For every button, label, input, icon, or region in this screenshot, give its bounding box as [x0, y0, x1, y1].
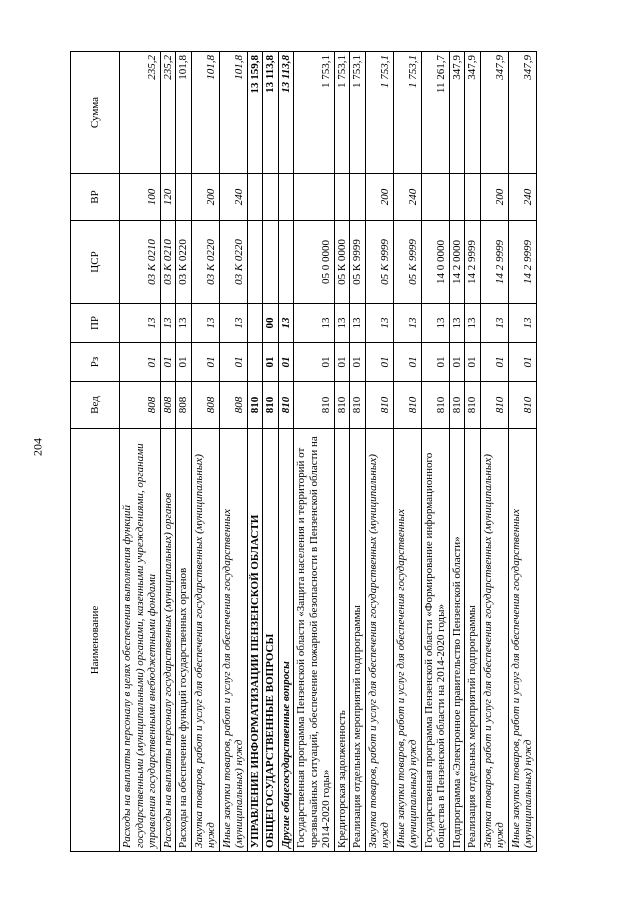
table-row	[160, 52, 176, 852]
cell-sum: 13 113,8	[263, 52, 279, 174]
header-csr: ЦСР	[71, 221, 120, 304]
table-row	[393, 52, 421, 852]
cell-ved: 810	[465, 382, 481, 429]
cell-sum: 1 753,1	[334, 52, 350, 174]
cell-pr: 13	[350, 304, 366, 343]
cell-csr	[247, 221, 263, 304]
cell-rz: 01	[294, 343, 335, 382]
cell-csr: 05 К 9999	[393, 221, 421, 304]
cell-csr: 05 К 9999	[350, 221, 366, 304]
cell-vr	[247, 174, 263, 221]
cell-rz: 01	[278, 343, 294, 382]
cell-vr	[294, 174, 335, 221]
cell-csr: 14 2 0000	[449, 221, 465, 304]
cell-pr	[247, 304, 263, 343]
cell-csr: 14 2 9999	[465, 221, 481, 304]
cell-ved: 810	[278, 382, 294, 429]
cell-ved: 810	[480, 382, 508, 429]
cell-sum: 1 753,1	[393, 52, 421, 174]
cell-rz: 01	[160, 343, 176, 382]
cell-name: Закупка товаров, работ и услуг для обеспечения государственных (муниципальных) нужд	[191, 429, 219, 852]
cell-sum: 347,9	[465, 52, 481, 174]
cell-rz: 01	[263, 343, 279, 382]
cell-pr: 13	[191, 304, 219, 343]
cell-rz: 01	[176, 343, 192, 382]
cell-name: Подпрограмма «Электронное правительство Пензенской области»	[449, 429, 465, 852]
cell-name: ОБЩЕГОСУДАРСТВЕННЫЕ ВОПРОСЫ	[263, 429, 279, 852]
cell-rz: 01	[449, 343, 465, 382]
cell-sum: 347,9	[508, 52, 536, 174]
cell-vr: 200	[191, 174, 219, 221]
page-number: 204	[30, 438, 45, 456]
table-row	[278, 52, 294, 852]
table-row	[247, 52, 263, 852]
cell-vr: 120	[160, 174, 176, 221]
table-header-row	[71, 52, 120, 852]
document-page	[70, 52, 536, 852]
cell-pr: 13	[365, 304, 393, 343]
cell-rz: 01	[465, 343, 481, 382]
cell-sum: 11 261,7	[421, 52, 449, 174]
cell-rz: 01	[393, 343, 421, 382]
cell-sum: 101,8	[176, 52, 192, 174]
cell-sum: 13 113,8	[278, 52, 294, 174]
cell-vr	[278, 174, 294, 221]
cell-pr: 00	[263, 304, 279, 343]
cell-pr: 13	[176, 304, 192, 343]
table-row	[263, 52, 279, 852]
cell-csr: 03 К 0210	[120, 221, 161, 304]
cell-name: Расходы на выплаты персоналу государственных (муниципальных) органов	[160, 429, 176, 852]
cell-rz: 01	[365, 343, 393, 382]
table-row	[465, 52, 481, 852]
cell-ved: 810	[508, 382, 536, 429]
cell-rz: 01	[350, 343, 366, 382]
cell-name: Кредиторская задолженность	[334, 429, 350, 852]
table-row	[294, 52, 335, 852]
cell-rz: 01	[480, 343, 508, 382]
cell-vr	[176, 174, 192, 221]
cell-vr	[449, 174, 465, 221]
cell-pr: 13	[449, 304, 465, 343]
cell-csr: 14 2 9999	[508, 221, 536, 304]
table-row	[334, 52, 350, 852]
cell-name: Закупка товаров, работ и услуг для обеспечения государственных (муниципальных) нужд	[365, 429, 393, 852]
cell-sum: 1 753,1	[350, 52, 366, 174]
cell-sum: 347,9	[449, 52, 465, 174]
cell-pr: 13	[278, 304, 294, 343]
cell-ved: 810	[393, 382, 421, 429]
cell-ved: 808	[120, 382, 161, 429]
cell-vr	[263, 174, 279, 221]
cell-vr: 100	[120, 174, 161, 221]
cell-ved: 808	[176, 382, 192, 429]
table-row	[350, 52, 366, 852]
cell-sum: 101,8	[191, 52, 219, 174]
cell-rz: 01	[421, 343, 449, 382]
cell-rz: 01	[219, 343, 247, 382]
cell-csr: 05 К 9999	[365, 221, 393, 304]
cell-rz: 01	[120, 343, 161, 382]
cell-ved: 810	[449, 382, 465, 429]
cell-ved: 810	[365, 382, 393, 429]
cell-pr: 13	[294, 304, 335, 343]
cell-name: Государственная программа Пензенской области «Защита населения и территорий от чрезвычайных ситуаций, обеспечение пожарной безопасности в Пензенской области на 2014-2020 годы»	[294, 429, 335, 852]
table-row	[508, 52, 536, 852]
header-vr: ВР	[71, 174, 120, 221]
cell-pr: 13	[421, 304, 449, 343]
cell-name: УПРАВЛЕНИЕ ИНФОРМАТИЗАЦИИ ПЕНЗЕНСКОЙ ОБЛАСТИ	[247, 429, 263, 852]
cell-vr: 240	[393, 174, 421, 221]
table-row	[421, 52, 449, 852]
cell-pr: 13	[160, 304, 176, 343]
table-row	[449, 52, 465, 852]
cell-csr: 03 К 0220	[219, 221, 247, 304]
header-rz: Рз	[71, 343, 120, 382]
header-ved: Вед	[71, 382, 120, 429]
cell-ved: 808	[160, 382, 176, 429]
cell-ved: 808	[219, 382, 247, 429]
cell-csr: 05 К 0000	[334, 221, 350, 304]
cell-vr: 200	[365, 174, 393, 221]
cell-pr: 13	[508, 304, 536, 343]
cell-vr: 240	[219, 174, 247, 221]
cell-pr: 13	[465, 304, 481, 343]
cell-rz: 01	[334, 343, 350, 382]
cell-ved: 808	[191, 382, 219, 429]
cell-name: Реализация отдельных мероприятий подпрограммы	[350, 429, 366, 852]
cell-sum: 1 753,1	[294, 52, 335, 174]
cell-sum: 13 159,8	[247, 52, 263, 174]
cell-ved: 810	[334, 382, 350, 429]
cell-rz	[247, 343, 263, 382]
cell-pr: 13	[120, 304, 161, 343]
cell-name: Государственная программа Пензенской области «Формирование информационного общества в Пензенской области на 2014-2020 годы»	[421, 429, 449, 852]
cell-rz: 01	[508, 343, 536, 382]
cell-name: Закупка товаров, работ и услуг для обеспечения государственных (муниципальных) нужд	[480, 429, 508, 852]
cell-csr: 03 К 0220	[176, 221, 192, 304]
cell-csr: 14 2 9999	[480, 221, 508, 304]
cell-vr: 240	[508, 174, 536, 221]
cell-ved: 810	[350, 382, 366, 429]
table-row	[191, 52, 219, 852]
cell-vr	[465, 174, 481, 221]
cell-vr	[334, 174, 350, 221]
cell-sum: 347,9	[480, 52, 508, 174]
cell-name: Другие общегосударственные вопросы	[278, 429, 294, 852]
cell-name: Реализация отдельных мероприятий подпрограммы	[465, 429, 481, 852]
header-sum: Сумма	[71, 52, 120, 174]
cell-vr	[421, 174, 449, 221]
cell-pr: 13	[393, 304, 421, 343]
cell-csr	[278, 221, 294, 304]
cell-ved: 810	[263, 382, 279, 429]
cell-name: Иные закупки товаров, работ и услуг для обеспечения государственных (муниципальных) нужд	[219, 429, 247, 852]
cell-csr	[263, 221, 279, 304]
table-row	[176, 52, 192, 852]
cell-vr	[350, 174, 366, 221]
cell-csr: 03 К 0220	[191, 221, 219, 304]
cell-name: Иные закупки товаров, работ и услуг для обеспечения государственных (муниципальных) нужд	[393, 429, 421, 852]
cell-ved: 810	[294, 382, 335, 429]
cell-sum: 235,2	[160, 52, 176, 174]
cell-csr: 03 К 0210	[160, 221, 176, 304]
cell-vr: 200	[480, 174, 508, 221]
budget-table	[70, 51, 537, 852]
cell-pr: 13	[334, 304, 350, 343]
cell-sum: 1 753,1	[365, 52, 393, 174]
cell-csr: 14 0 0000	[421, 221, 449, 304]
table-row	[219, 52, 247, 852]
table-row	[120, 52, 161, 852]
cell-csr: 05 0 0000	[294, 221, 335, 304]
cell-sum: 101,8	[219, 52, 247, 174]
cell-pr: 13	[480, 304, 508, 343]
cell-ved: 810	[247, 382, 263, 429]
cell-name: Иные закупки товаров, работ и услуг для обеспечения государственных (муниципальных) нужд	[508, 429, 536, 852]
cell-name: Расходы на обеспечение функций государственных органов	[176, 429, 192, 852]
header-pr: ПР	[71, 304, 120, 343]
cell-rz: 01	[191, 343, 219, 382]
cell-name: Расходы на выплаты персоналу в целях обеспечения выполнения функций государственными (муниципальными) органами, казенными учреждениями, органами управления государственными внебюджетными фондами	[120, 429, 161, 852]
cell-ved: 810	[421, 382, 449, 429]
cell-sum: 235,2	[120, 52, 161, 174]
cell-pr: 13	[219, 304, 247, 343]
table-row	[480, 52, 508, 852]
table-row	[365, 52, 393, 852]
header-name: Наименование	[71, 429, 120, 852]
